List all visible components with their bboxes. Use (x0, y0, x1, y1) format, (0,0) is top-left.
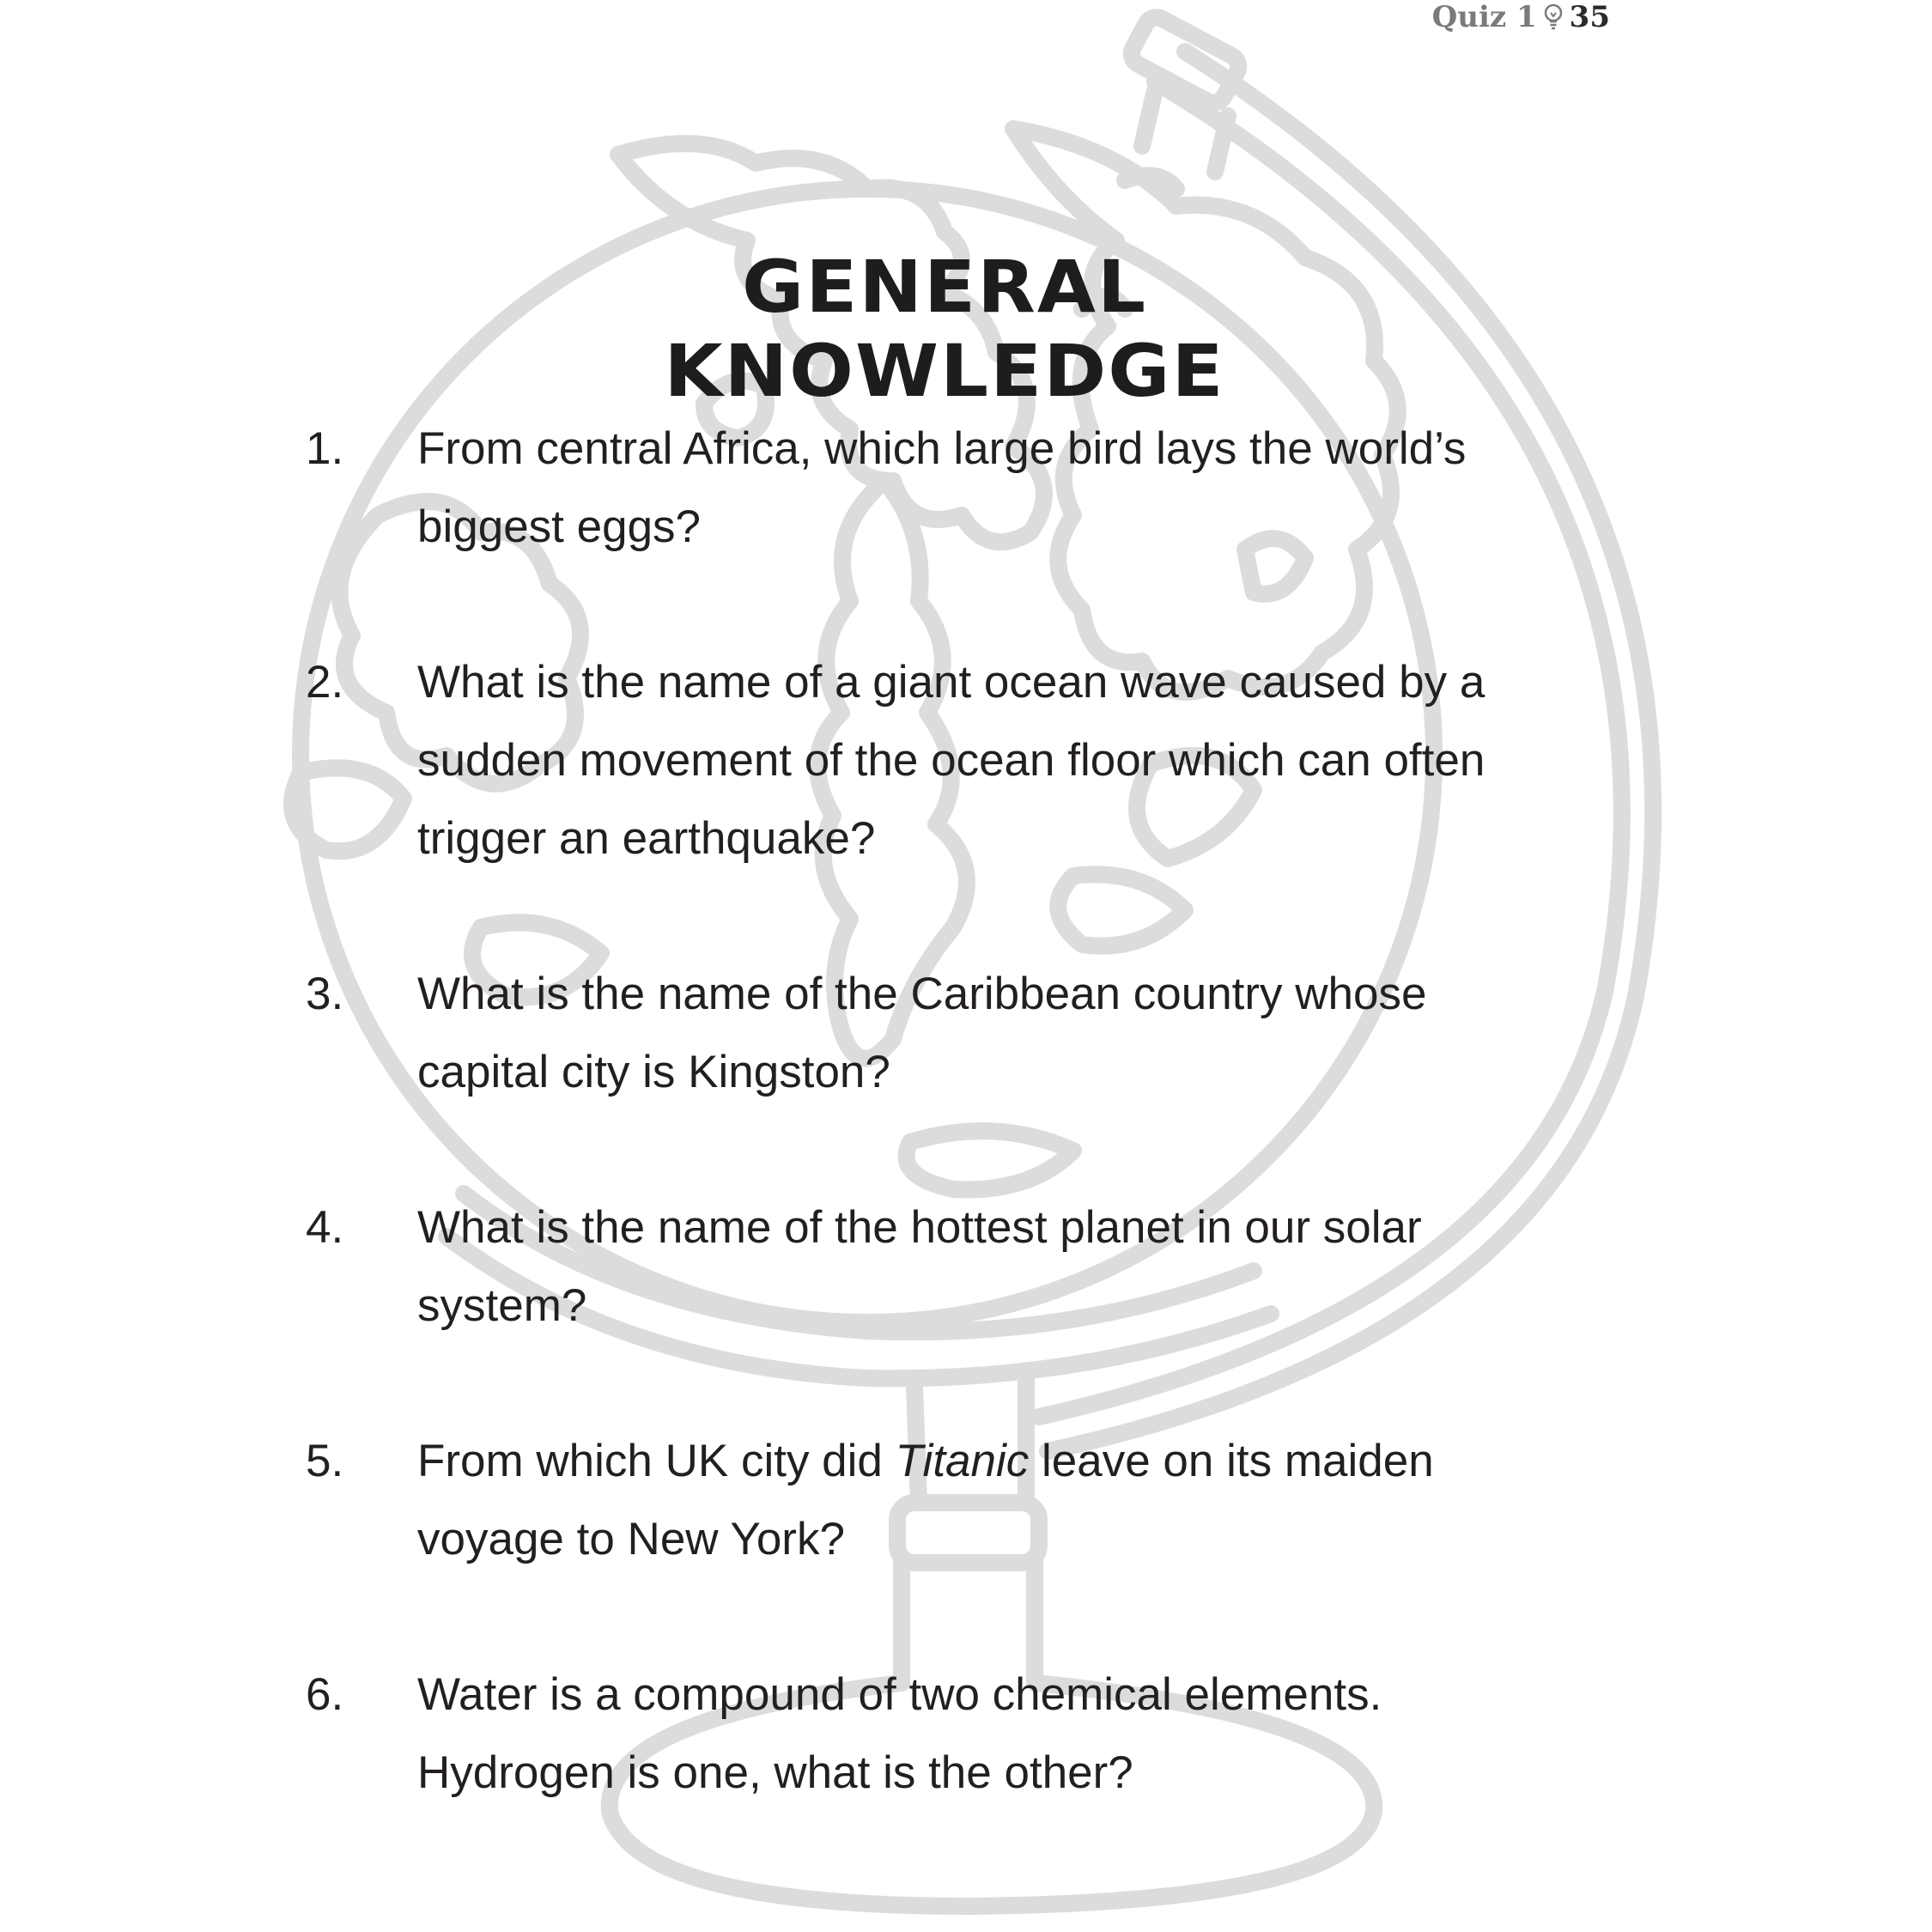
page-header (1432, 0, 1610, 34)
question-text-part: From which UK city did (417, 1436, 896, 1486)
question-number: 4. (306, 1202, 344, 1253)
question-text: What is the name of a giant ocean wave caused by a sudden movement of the ocean floor which can often trigger an earthquake? (417, 657, 1485, 864)
question-number: 6. (306, 1669, 344, 1720)
ship-name: Titanic (895, 1436, 1030, 1486)
question-list (306, 410, 1551, 1812)
page-title: GENERAL KNOWLEDGE (664, 245, 1225, 413)
question-item (306, 1422, 1551, 1578)
question-number: 2. (306, 657, 344, 708)
question-item (306, 410, 1551, 566)
question-text: From central Africa, which large bird lays the world’s biggest eggs? (417, 423, 1467, 552)
question-number: 1. (306, 423, 344, 474)
question-text (417, 1422, 1551, 1578)
question-text-part: leave on its maiden voyage to New York? (417, 1436, 1434, 1564)
question-number: 3. (306, 969, 344, 1019)
question-item (306, 955, 1551, 1111)
quiz-label: Quiz 1 (1431, 0, 1537, 34)
question-number: 5. (306, 1436, 344, 1486)
question-item (306, 643, 1551, 878)
lightbulb-icon (1542, 3, 1564, 32)
question-item (306, 1188, 1551, 1345)
question-item (306, 1656, 1551, 1812)
question-text: What is the name of the hottest planet in our solar system? (417, 1202, 1422, 1331)
question-text: Water is a compound of two chemical elements. Hydrogen is one, what is the other? (417, 1669, 1382, 1798)
page-number: 35 (1569, 0, 1610, 34)
question-text: What is the name of the Caribbean country whose capital city is Kingston? (417, 969, 1427, 1097)
